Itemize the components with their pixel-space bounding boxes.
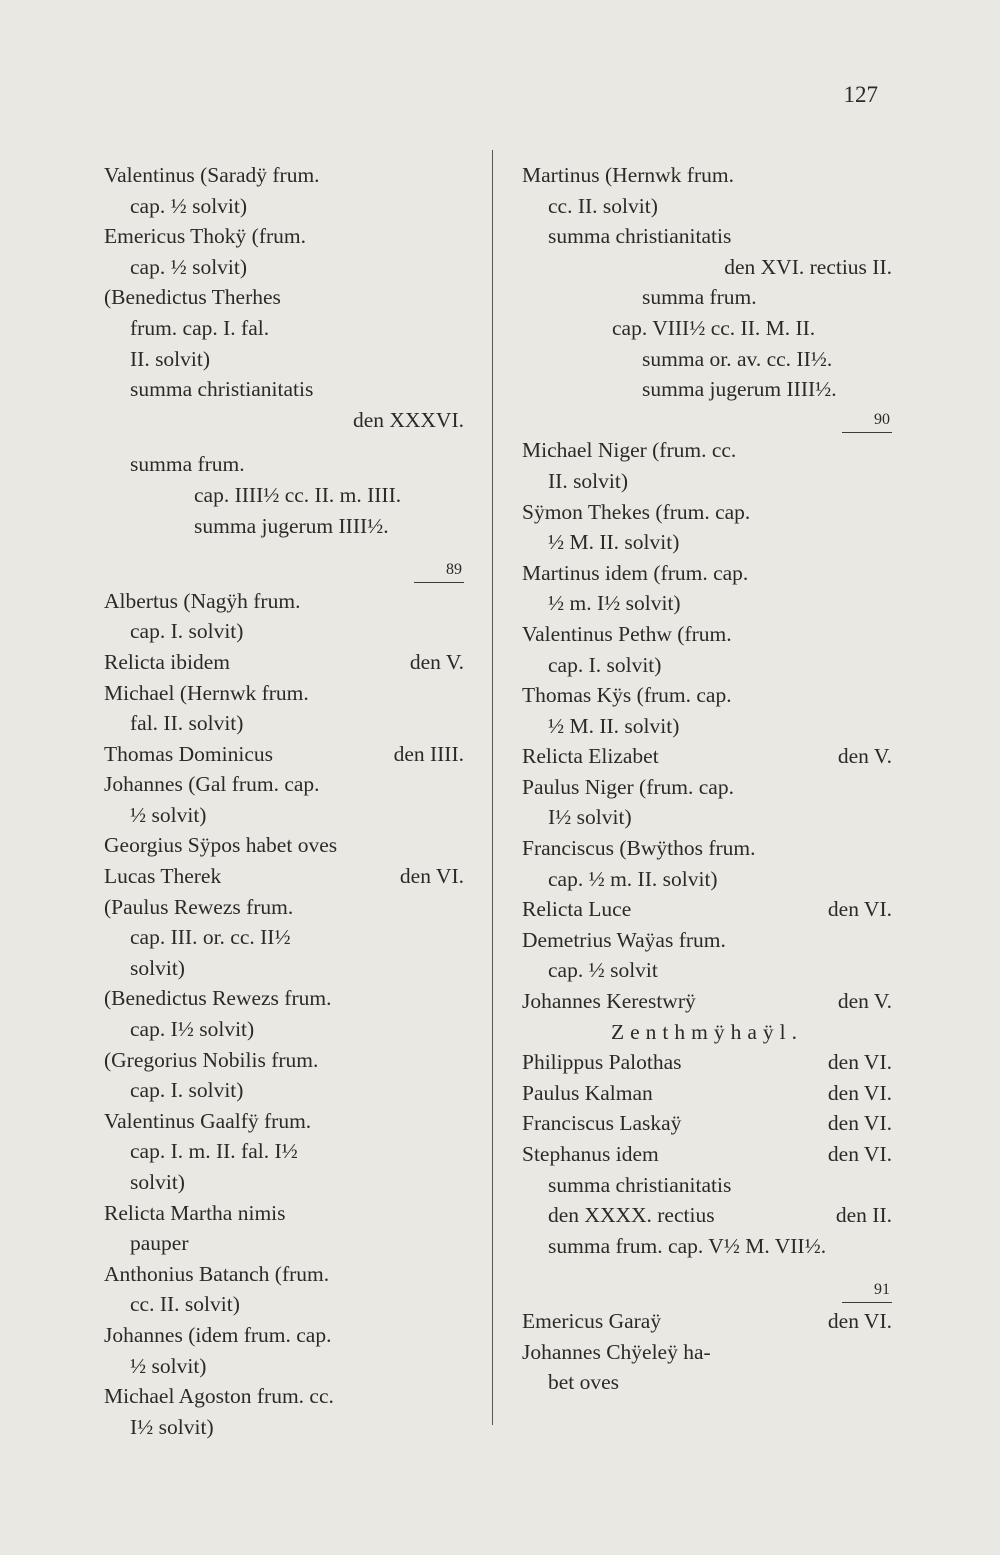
register-line xyxy=(522,680,892,711)
entry-text: fal. II. solvit) xyxy=(130,711,244,736)
entry-text: Demetrius Waÿas frum. xyxy=(522,927,726,952)
register-line xyxy=(104,449,464,480)
entry-text: cap. VIII½ cc. II. M. II. xyxy=(612,315,816,340)
entry-text: Valentinus Pethw (frum. xyxy=(522,621,732,646)
entry-text: Martinus (Hernwk frum. xyxy=(522,163,734,187)
entry-text: cap. III. or. cc. II½ xyxy=(130,925,291,950)
entry-text: solvit) xyxy=(130,955,185,980)
entry-amount: den II. xyxy=(835,1203,892,1228)
entry-text: (Benedictus Therhes xyxy=(104,285,281,310)
register-line xyxy=(522,221,892,252)
entry-text: Stephanus idem xyxy=(522,1142,659,1166)
section-heading: Zenthmÿhaÿl. xyxy=(610,1019,803,1044)
entry-text: summa christianitatis xyxy=(130,377,314,402)
register-line xyxy=(522,986,892,1017)
entry-text: cap. ½ solvit) xyxy=(130,193,248,218)
register-line xyxy=(104,1351,464,1382)
register-line xyxy=(104,282,464,313)
entry-text: Sÿmon Thekes (frum. cap. xyxy=(522,499,751,524)
register-line xyxy=(104,480,464,511)
register-line xyxy=(522,435,892,466)
entry-text: Martinus idem (frum. cap. xyxy=(522,560,749,585)
section-number xyxy=(522,1275,892,1306)
entry-text: Michael Agoston frum. cc. xyxy=(104,1384,334,1409)
register-line xyxy=(104,647,464,678)
entry-text: Relicta ibidem xyxy=(104,649,230,674)
register-line xyxy=(104,800,464,831)
register-line xyxy=(522,1306,892,1337)
register-line xyxy=(104,892,464,923)
register-line xyxy=(104,1259,464,1290)
entry-text: (Paulus Rewezs frum. xyxy=(104,894,294,919)
entry-text: Franciscus Laskaÿ xyxy=(522,1111,682,1136)
entry-amount: den VI. xyxy=(827,1111,892,1136)
entry-text: Thomas Kÿs (frum. cap. xyxy=(522,683,732,708)
register-line xyxy=(522,344,892,375)
spacer xyxy=(104,541,464,555)
entry-amount: den IIII. xyxy=(393,741,464,766)
entry-text: summa frum. xyxy=(642,285,757,310)
register-line xyxy=(522,588,892,619)
entry-text: ½ solvit) xyxy=(130,1353,207,1378)
entry-text: cap. ½ solvit) xyxy=(130,254,248,279)
register-line xyxy=(104,511,464,542)
spacer xyxy=(104,435,464,449)
entry-text: cap. I½ solvit) xyxy=(130,1017,255,1042)
register-line xyxy=(104,313,464,344)
register-line xyxy=(104,769,464,800)
entry-text: I½ solvit) xyxy=(548,805,632,830)
register-line xyxy=(522,833,892,864)
entry-text: summa jugerum IIII½. xyxy=(194,513,389,538)
register-line xyxy=(522,1170,892,1201)
entry-text: solvit) xyxy=(130,1170,185,1194)
entry-text: summa frum. xyxy=(130,452,245,477)
register-line xyxy=(104,1136,464,1167)
register-line xyxy=(522,558,892,589)
register-line xyxy=(104,830,464,861)
register-line xyxy=(104,739,464,770)
entry-text: Philippus Palothas xyxy=(522,1050,682,1075)
entry-text: Franciscus (Bwÿthos frum. xyxy=(522,836,756,861)
entry-text: bet oves xyxy=(548,1370,620,1395)
register-line xyxy=(522,1367,892,1398)
register-line xyxy=(522,864,892,895)
register-line xyxy=(522,1108,892,1139)
entry-text: cap. I. solvit) xyxy=(130,619,244,644)
register-line xyxy=(522,252,892,283)
entry-text: Michael (Hernwk frum. xyxy=(104,680,309,705)
entry-text: summa jugerum IIII½. xyxy=(642,377,837,402)
register-line xyxy=(522,955,892,986)
entry-text: II. solvit) xyxy=(130,346,211,371)
entry-amount: den XVI. rectius II. xyxy=(724,254,892,279)
page-number: 127 xyxy=(843,82,878,107)
entry-text: Albertus (Nagÿh frum. xyxy=(104,588,301,613)
register-line xyxy=(104,983,464,1014)
register-line xyxy=(522,772,892,803)
register-line xyxy=(522,741,892,772)
register-line xyxy=(522,1078,892,1109)
entry-text: Emericus Garaÿ xyxy=(522,1308,662,1333)
entry-text: Relicta Elizabet xyxy=(522,744,659,769)
entry-text: Paulus Kalman xyxy=(522,1080,653,1105)
entry-text: Anthonius Batanch (frum. xyxy=(104,1261,330,1286)
entry-text: (Benedictus Rewezs frum. xyxy=(104,986,332,1011)
entry-text: ½ solvit) xyxy=(130,802,207,827)
entry-text: ½ m. I½ solvit) xyxy=(548,591,681,616)
entry-amount: den VI. xyxy=(827,1080,892,1105)
entry-text: Valentinus (Saradÿ frum. xyxy=(104,163,320,187)
section-number xyxy=(522,405,892,436)
section-number-label: 89 xyxy=(414,559,464,583)
entry-text: Johannes Kerestwrÿ xyxy=(522,989,696,1014)
register-line xyxy=(522,1231,892,1262)
entry-text: cap. I. m. II. fal. I½ xyxy=(130,1139,298,1164)
register-line xyxy=(522,650,892,681)
register-line xyxy=(104,374,464,405)
entry-text: pauper xyxy=(130,1231,189,1256)
entry-text: Johannes Chÿeleÿ ha- xyxy=(522,1339,711,1364)
register-line xyxy=(104,221,464,252)
entry-text: frum. cap. I. fal. xyxy=(130,315,270,340)
register-line xyxy=(104,922,464,953)
entry-amount: den VI. xyxy=(827,1142,892,1166)
register-line xyxy=(104,1381,464,1412)
entry-text: Paulus Niger (frum. cap. xyxy=(522,774,734,799)
register-line xyxy=(104,405,464,436)
entry-amount: den VI. xyxy=(399,864,464,889)
register-line xyxy=(522,1200,892,1231)
register-line xyxy=(522,282,892,313)
register-line xyxy=(104,678,464,709)
entry-amount: den V. xyxy=(837,744,892,769)
entry-text: Relicta Martha nimis xyxy=(104,1200,286,1225)
entry-amount: den XXXVI. xyxy=(352,407,464,432)
entry-amount: den VI. xyxy=(827,1050,892,1075)
register-line xyxy=(104,191,464,222)
register-line xyxy=(104,1289,464,1320)
register-line xyxy=(104,1106,464,1137)
register-line xyxy=(522,313,892,344)
register-line xyxy=(104,953,464,984)
entry-amount: den V. xyxy=(837,989,892,1014)
entry-text: ½ M. II. solvit) xyxy=(548,713,680,738)
register-line xyxy=(522,1139,892,1170)
entry-text: Thomas Dominicus xyxy=(104,741,273,766)
register-line xyxy=(522,802,892,833)
entry-amount: den V. xyxy=(409,649,464,674)
left-column xyxy=(104,160,464,1442)
column-divider xyxy=(492,150,493,1425)
register-line xyxy=(104,1075,464,1106)
entry-text: Relicta Luce xyxy=(522,897,632,922)
register-line xyxy=(104,1167,464,1198)
register-line xyxy=(104,252,464,283)
register-line xyxy=(522,894,892,925)
entry-amount: den VI. xyxy=(827,1308,892,1333)
section-number-label: 90 xyxy=(842,409,892,433)
register-line xyxy=(104,1014,464,1045)
register-line xyxy=(522,1337,892,1368)
entry-text: cap. I. solvit) xyxy=(548,652,662,677)
entry-text: cc. II. solvit) xyxy=(548,193,658,218)
register-line xyxy=(104,344,464,375)
register-line xyxy=(522,925,892,956)
entry-text: I½ solvit) xyxy=(130,1414,214,1439)
entry-text: Johannes (Gal frum. cap. xyxy=(104,772,320,797)
register-line xyxy=(522,1047,892,1078)
entry-text: cap. ½ m. II. solvit) xyxy=(548,866,718,891)
entry-text: den XXXX. rectius xyxy=(548,1203,715,1228)
right-column xyxy=(522,160,892,1398)
register-line xyxy=(522,619,892,650)
register-line xyxy=(104,861,464,892)
section-number xyxy=(104,555,464,586)
entry-text: summa frum. cap. V½ M. VII½. xyxy=(548,1233,827,1258)
entry-text: II. solvit) xyxy=(548,468,629,493)
entry-text: cap. ½ solvit xyxy=(548,958,658,983)
entry-text: Lucas Therek xyxy=(104,864,222,889)
entry-text: Michael Niger (frum. cc. xyxy=(522,438,737,463)
register-line xyxy=(522,711,892,742)
register-line xyxy=(104,1198,464,1229)
register-line xyxy=(522,497,892,528)
entry-amount: den VI. xyxy=(827,897,892,922)
register-line xyxy=(104,1228,464,1259)
register-line xyxy=(104,1045,464,1076)
register-line xyxy=(104,586,464,617)
register-line xyxy=(522,191,892,222)
entry-text: Emericus Thokÿ (frum. xyxy=(104,224,307,249)
entry-text: summa christianitatis xyxy=(548,224,732,249)
entry-text: Valentinus Gaalfÿ frum. xyxy=(104,1108,312,1133)
register-line xyxy=(522,466,892,497)
register-line xyxy=(522,374,892,405)
entry-text: ½ M. II. solvit) xyxy=(548,530,680,555)
register-line xyxy=(522,527,892,558)
entry-text: cap. IIII½ cc. II. m. IIII. xyxy=(194,482,402,507)
entry-text: Johannes (idem frum. cap. xyxy=(104,1322,332,1347)
entry-text: Georgius Sÿpos habet oves xyxy=(104,833,338,858)
entry-text: cap. I. solvit) xyxy=(130,1078,244,1103)
entry-text: summa or. av. cc. II½. xyxy=(642,346,833,371)
spacer xyxy=(522,1261,892,1275)
register-line xyxy=(522,160,892,191)
register-line xyxy=(104,1320,464,1351)
register-line xyxy=(104,160,464,191)
register-line xyxy=(104,616,464,647)
entry-text: (Gregorius Nobilis frum. xyxy=(104,1047,319,1072)
register-line xyxy=(104,1412,464,1443)
entry-text: summa christianitatis xyxy=(548,1172,732,1197)
entry-text: cc. II. solvit) xyxy=(130,1292,240,1317)
register-line xyxy=(104,708,464,739)
section-number-label: 91 xyxy=(842,1279,892,1303)
